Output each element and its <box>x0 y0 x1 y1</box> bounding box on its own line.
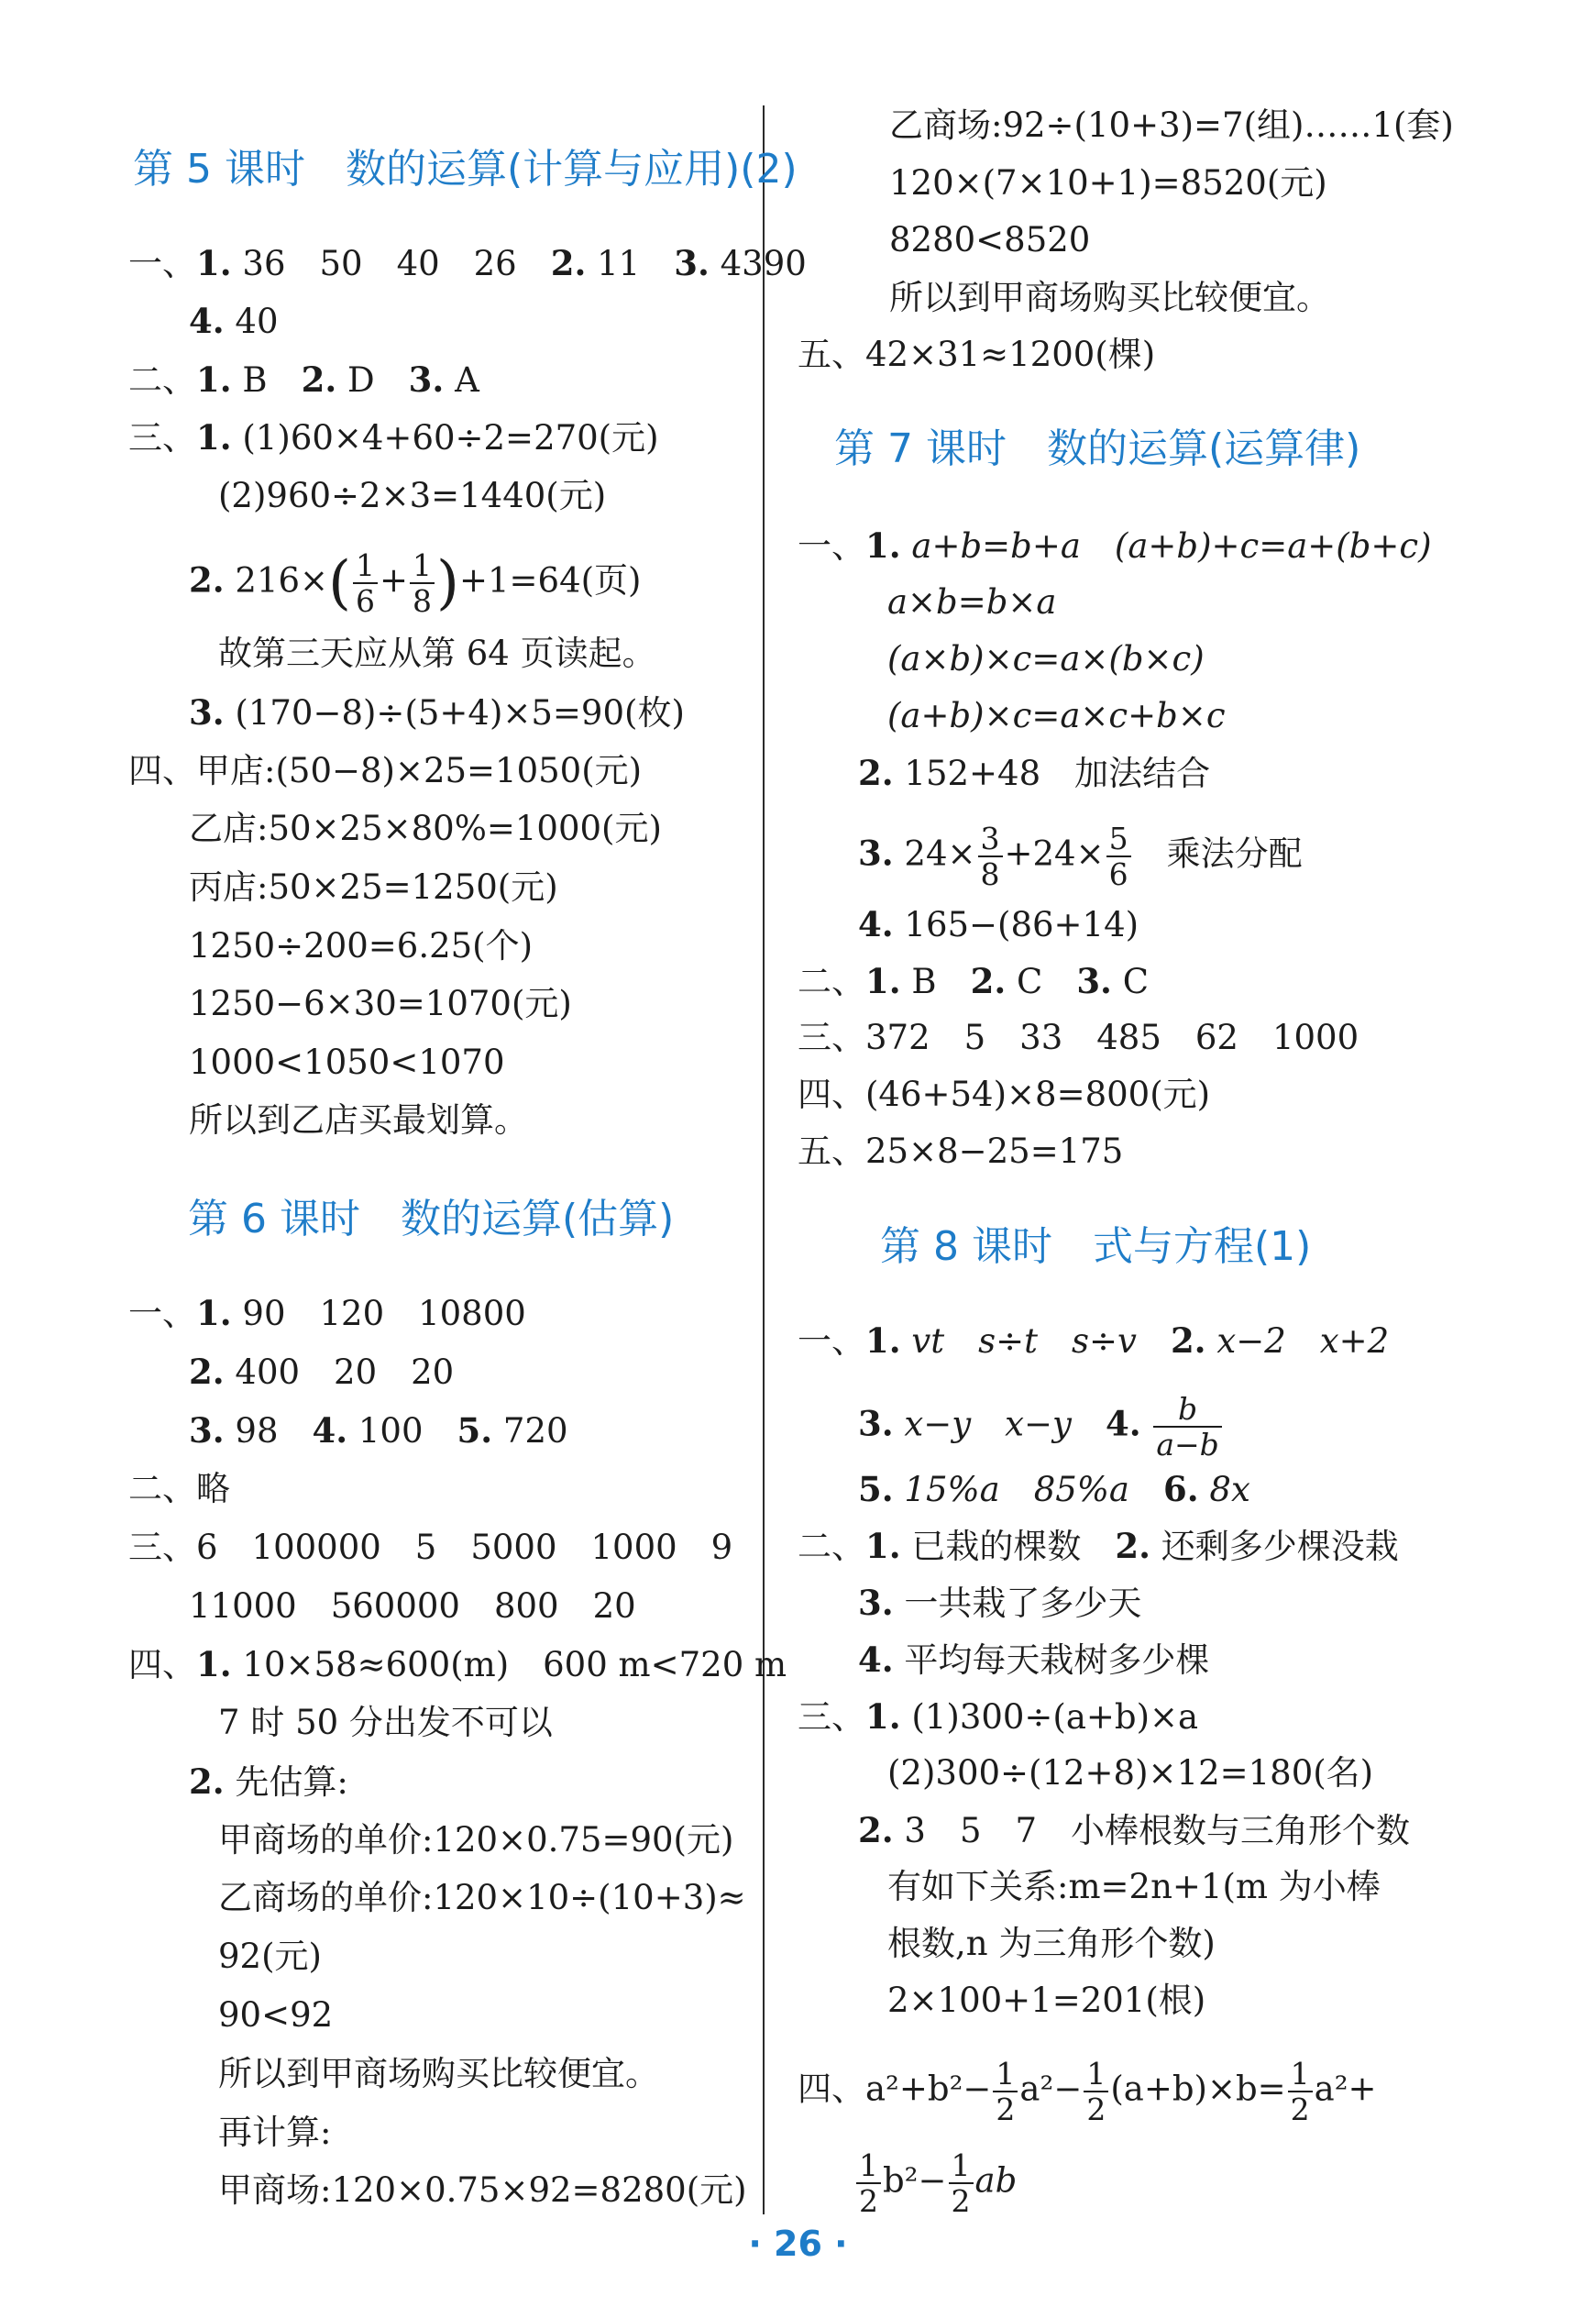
answer-line: 7 时 50 分出发不可以 <box>218 1703 553 1742</box>
answer-line: 二、略 <box>128 1469 230 1508</box>
answer-line: 2×100+1=201(根) <box>887 1981 1206 2020</box>
lesson-5-title: 第 5 课时 数的运算(计算与应用)(2) <box>133 146 798 193</box>
answer-line: 3. 一共栽了多少天 <box>858 1583 1142 1623</box>
answer-line: 2. 152+48 加法结合 <box>858 753 1211 793</box>
answer-line: 五、25×8−25=175 <box>798 1131 1124 1171</box>
fraction: $\frac{1}{8}$ <box>410 550 435 616</box>
page-number: · 26 · <box>748 2224 848 2264</box>
answer-line: 甲商场:120×0.75×92=8280(元) <box>218 2170 747 2210</box>
answer-line: 五、42×31≈1200(棵) <box>798 335 1156 374</box>
answer-line: 二、1. 已栽的棵数 2. 还剩多少棵没栽 <box>798 1526 1399 1566</box>
lesson-6-title: 第 6 课时 数的运算(估算) <box>188 1196 675 1242</box>
answer-line: 一、1. vt s÷t s÷v 2. x−2 x+2 <box>798 1320 1390 1361</box>
answer-line: 90<92 <box>218 1995 334 2035</box>
answer-line: 三、1. (1)60×4+60÷2=270(元) <box>128 417 659 458</box>
answer-line: 二、1. B 2. D 3. A <box>128 359 479 400</box>
answer-line: 8280<8520 <box>889 220 1091 259</box>
answer-line: 1250÷200=6.25(个) <box>189 926 534 966</box>
answer-line: 乙商场:92÷(10+3)=7(组)……1(套) <box>889 105 1454 145</box>
answer-line: 4. 40 <box>189 301 279 341</box>
fraction: $\frac{1}{2}$ <box>949 2150 974 2216</box>
answer-line: 3. 98 4. 100 5. 720 <box>189 1410 568 1451</box>
answer-line: a×b=b×a <box>887 582 1057 622</box>
answer-line: 四、a²+b²− $\frac{1}{2}$ a²− $\frac{1}{2}$ (a+b)×b= $\frac{1}{2}$ a²+ <box>798 2056 1377 2127</box>
column-divider <box>763 105 765 2214</box>
answer-line: 一、1. 90 120 10800 <box>128 1293 526 1333</box>
answer-line: 丙店:50×25=1250(元) <box>189 867 558 907</box>
fraction: $\frac{b}{a-b}$ <box>1153 1394 1221 1460</box>
answer-line: 所以到甲商场购买比较便宜。 <box>218 2054 659 2093</box>
fraction: $\frac{5}{6}$ <box>1106 823 1131 889</box>
answer-line: 乙商场的单价:120×10÷(10+3)≈ <box>218 1878 746 1917</box>
answer-line: 所以到甲商场购买比较便宜。 <box>889 278 1330 317</box>
answer-line: 3. (170−8)÷(5+4)×5=90(枚) <box>189 692 685 733</box>
answer-line: (a×b)×c=a×(b×c) <box>887 639 1205 679</box>
answer-line: 二、1. B 2. C 3. C <box>798 961 1150 1001</box>
answer-line: 5. 15%a 85%a 6. 8x <box>858 1469 1250 1509</box>
answer-line: 四、1. 10×58≈600(m) 600 m<720 m <box>128 1644 787 1684</box>
fraction: $\frac{3}{8}$ <box>978 823 1003 889</box>
answer-line: 2. 216×( $\frac{1}{6}$ + $\frac{1}{8}$ )+1=64(页) <box>189 547 642 619</box>
answer-line: 1250−6×30=1070(元) <box>189 984 572 1023</box>
answer-line: 四、甲店:(50−8)×25=1050(元) <box>128 751 643 790</box>
answer-line: 3. x−y x−y 4. $\frac{b}{a-b}$ <box>798 1394 1224 1460</box>
fraction: $\frac{1}{6}$ <box>353 550 378 616</box>
answer-line: 根数,n 为三角形个数) <box>887 1924 1216 1963</box>
answer-line: 乙店:50×25×80%=1000(元) <box>189 809 662 848</box>
answer-line: 92(元) <box>218 1937 322 1976</box>
answer-line: 一、1. a+b=b+a (a+b)+c=a+(b+c) <box>798 525 1432 566</box>
answer-line: 120×(7×10+1)=8520(元) <box>889 163 1327 203</box>
fraction: $\frac{1}{2}$ <box>1084 2059 1108 2125</box>
answer-line: 2. 先估算: <box>189 1761 348 1802</box>
answer-line: 4. 平均每天栽树多少棵 <box>858 1639 1210 1680</box>
answer-line: 甲商场的单价:120×0.75=90(元) <box>218 1820 734 1860</box>
answer-line: 三、1. (1)300÷(a+b)×a <box>798 1696 1199 1737</box>
answer-line: $\frac{1}{2}$ b²− $\frac{1}{2}$ ab <box>798 2150 1017 2216</box>
answer-line: 三、6 100000 5 5000 1000 9 <box>128 1528 733 1567</box>
fraction: $\frac{1}{2}$ <box>856 2150 881 2216</box>
answer-line: 四、(46+54)×8=800(元) <box>798 1075 1211 1114</box>
answer-line: 再计算: <box>218 2113 332 2152</box>
answer-line: 故第三天应从第 64 页读起。 <box>218 634 656 673</box>
answer-line: 所以到乙店买最划算。 <box>189 1100 528 1140</box>
answer-line: (a+b)×c=a×c+b×c <box>887 696 1226 735</box>
fraction: $\frac{1}{2}$ <box>993 2059 1018 2125</box>
answer-line: 一、1. 36 50 40 26 2. 11 3. 4390 <box>128 243 807 283</box>
answer-line: (2)300÷(12+8)×12=180(名) <box>887 1753 1374 1793</box>
answer-line: 2. 400 20 20 <box>189 1352 455 1392</box>
answer-line: 三、372 5 33 485 62 1000 <box>798 1018 1359 1057</box>
lesson-8-title: 第 8 课时 式与方程(1) <box>880 1223 1312 1270</box>
answer-line: 11000 560000 800 20 <box>189 1586 636 1626</box>
fraction: $\frac{1}{2}$ <box>1288 2059 1313 2125</box>
answer-line: 1000<1050<1070 <box>189 1043 505 1082</box>
answer-line: 3. 24× $\frac{3}{8}$ +24× $\frac{5}{6}$ 乘法分配 <box>858 821 1303 892</box>
answer-line: (2)960÷2×3=1440(元) <box>218 476 607 515</box>
lesson-7-title: 第 7 课时 数的运算(运算律) <box>834 425 1361 472</box>
answer-line: 2. 3 5 7 小棒根数与三角形个数 <box>858 1810 1411 1850</box>
answer-line: 有如下关系:m=2n+1(m 为小棒 <box>887 1867 1381 1906</box>
answer-line: 4. 165−(86+14) <box>858 904 1139 944</box>
